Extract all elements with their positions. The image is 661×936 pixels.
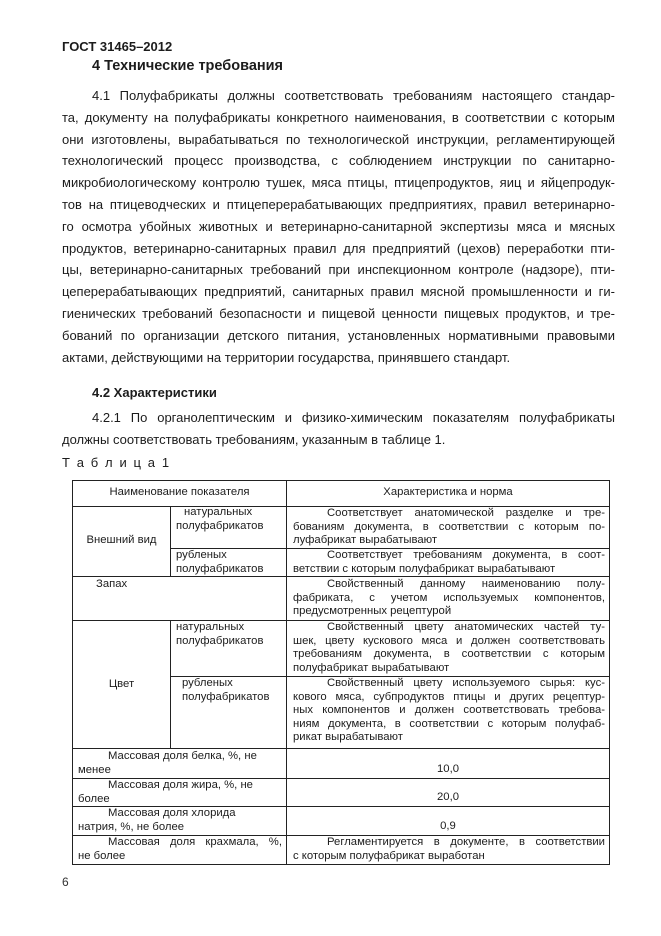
text-line: они изготовлены, вырабатываться по технологической инструкции, регламентирующей	[62, 131, 615, 147]
text-line: должны соответствовать требованиям, указанным в таблице 1.	[62, 431, 446, 447]
table-border	[170, 506, 171, 576]
color-natural-label: натуральных полуфабрикатов	[176, 621, 264, 647]
paragraph-4-1	[62, 85, 615, 368]
text-line: актами, действующими на территории государства, принявшего стандарт.	[62, 349, 511, 365]
row-color-name: Цвет	[108, 678, 135, 690]
table-border	[286, 480, 287, 865]
starch-value: Регламентируется в документе, в соответствии с которым полуфабрикат выработан	[293, 836, 605, 862]
table-border	[72, 864, 610, 865]
table-border	[609, 480, 610, 865]
appearance-natural-label: натуральных полуфабрикатов	[176, 506, 264, 532]
section-title: 4 Технические требования	[92, 58, 284, 74]
color-minced-value: Свойственный цвету используемого сырья: кус- кового мяса, субпродуктов птицы и других рецептур- ных компонентов и должен соответствовать требова- ниям документа, в соответствии с которым полуфаб- рикат вырабатывают	[293, 677, 605, 744]
row-chloride-name: Массовая доля хлорида натрия, %, не более	[78, 807, 236, 833]
text-line: технологический процесс производства, с соблюдением инструкции по санитарно-	[62, 153, 615, 169]
color-natural-value: Свойственный цвету анатомических частей ту- шек, цвету кускового мяса и должен соответствовать требованиям документа, в соответствии с которым полуфабрикат вырабатывают	[293, 621, 605, 674]
table-border	[170, 620, 171, 748]
paragraph-4-2-1	[62, 407, 615, 451]
row-starch-name: Массовая доля крахмала, %, не более	[78, 836, 282, 862]
protein-value: 10,0	[437, 763, 459, 775]
gost-code: ГОСТ 31465–2012	[62, 39, 173, 54]
text-line: та, документу на полуфабрикаты конкретного наименования, в соответствии с которым	[62, 109, 615, 125]
table-border	[72, 748, 610, 749]
appearance-natural-value: Соответствует анатомической разделке и тре- бованиям документа, в соответствии с которым по- луфабрикат вырабатывают	[293, 507, 605, 547]
fat-value: 20,0	[437, 791, 459, 803]
appearance-minced-label: рубленых полуфабрикатов	[176, 549, 264, 575]
characteristics-table	[72, 480, 610, 865]
appearance-minced-value: Соответствует требованиям документа, в соот- ветствии с которым полуфабрикат вырабатывают	[293, 549, 605, 575]
table-border	[72, 480, 610, 481]
row-smell-name: Запах	[96, 578, 128, 590]
text-line: тов на птицеводческих и птицеперерабатывающих предприятиях, правил ветеринарно-	[62, 196, 615, 212]
text-line: микробиологическому контролю тушек, мяса птицы, птицепродуктов, яиц и яйцепродук-	[62, 175, 615, 191]
col-header-value: Характеристика и норма	[383, 486, 513, 498]
row-fat-name: Массовая доля жира, %, не более	[78, 779, 253, 805]
text-line: цы, ветеринарно-санитарных требований при инспекционном контроле (надзоре), пти-	[62, 262, 615, 278]
text-line: бований по организации детского питания, установленных нормативными правовыми	[62, 327, 615, 343]
text-line: гиенических требований безопасности и пищевой ценности пищевых продуктов, и тре-	[62, 305, 615, 321]
text-line: го осмотра убойных животных и ветеринарно-санитарной экспертизы мяса и мясных	[62, 218, 615, 234]
col-header-indicator: Наименование показателя	[109, 486, 250, 498]
page-number: 6	[62, 875, 69, 889]
text-line: цеперерабатывающих предприятий, санитарных правил мясной промышленности и ги-	[62, 284, 615, 300]
chloride-value: 0,9	[440, 820, 456, 832]
subsection-title: 4.2 Характеристики	[92, 385, 217, 400]
text-line: продуктов, ветеринарно-санитарных правил для предприятий (цехов) переработки пти-	[62, 240, 615, 256]
smell-value: Свойственный данному наименованию полу- фабриката, с учетом используемых компонентов, предусмотренных рецептурой	[293, 578, 605, 618]
text-line: 4.2.1 По органолептическим и физико-химическим показателям полуфабрикаты	[92, 410, 615, 425]
table-label: Т а б л и ц а 1	[62, 455, 171, 470]
text-line: 4.1 Полуфабрикаты должны соответствовать требованиям настоящего стандар-	[92, 88, 615, 103]
row-appearance-name: Внешний вид	[86, 534, 157, 546]
row-protein-name: Массовая доля белка, %, не менее	[78, 750, 257, 776]
color-minced-label: рубленых полуфабрикатов	[182, 677, 270, 703]
